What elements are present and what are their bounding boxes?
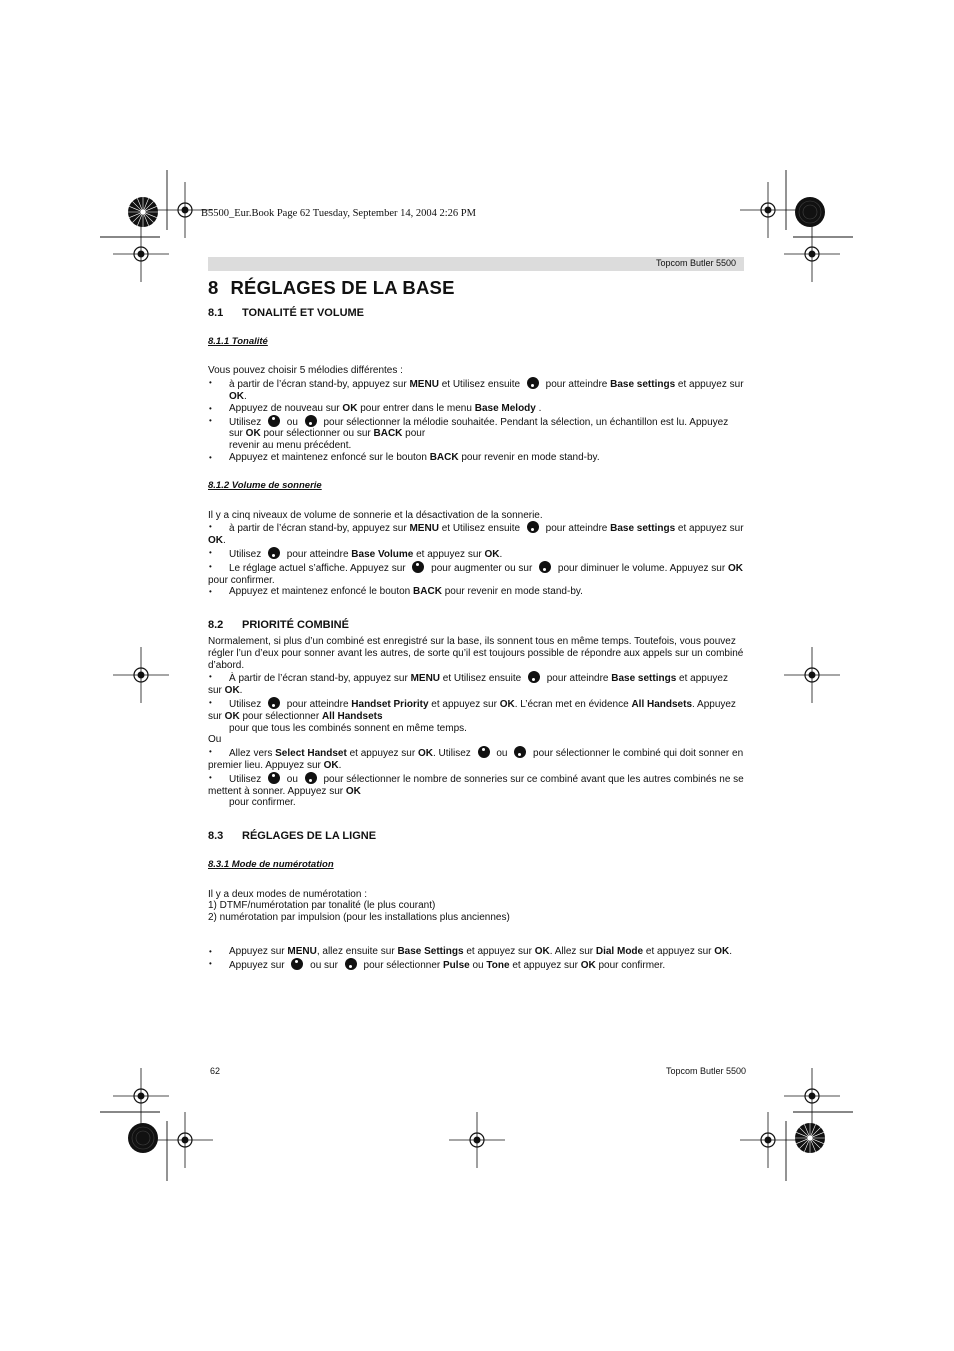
list-item: • Utilisez pour atteindre Base Volume et appuyez sur OK. xyxy=(208,547,744,561)
paragraph: Il y a deux modes de numérotation : xyxy=(208,888,367,900)
nav-up-icon xyxy=(268,415,280,427)
nav-down-icon xyxy=(514,746,526,758)
section-heading-8-1: 8.1 TONALITÉ ET VOLUME xyxy=(208,306,365,319)
chapter-heading: 8 RÉGLAGES DE LA BASE xyxy=(208,277,455,298)
list-item: • Utilisez pour atteindre Handset Priority et appuyez sur OK. L’écran met en évidence All Handsets. Appuyez sur OK pour sélectionner All Handsets xyxy=(208,697,744,723)
nav-down-icon xyxy=(268,697,280,709)
list-item: • Appuyez sur MENU, allez ensuite sur Base Settings et appuyez sur OK. Allez sur Dial Mode et appuyez sur OK. xyxy=(208,946,744,958)
subsection-heading-8-1-1: 8.1.1 Tonalité xyxy=(208,335,268,347)
nav-down-icon xyxy=(539,561,551,573)
nav-down-icon xyxy=(345,958,357,970)
nav-up-icon xyxy=(291,958,303,970)
list-item: • Appuyez et maintenez enfoncé sur le bouton BACK pour revenir en mode stand-by. xyxy=(208,452,744,464)
page-number: 62 xyxy=(210,1066,221,1076)
subsection-heading-8-1-2: 8.1.2 Volume de sonnerie xyxy=(208,479,322,491)
list-item: • Utilisez ou pour sélectionner la mélodie souhaitée. Pendant la sélection, un échantillon est lu. Appuyez sur OK pour sélectionner ou sur BACK pour revenir au menu précédent. xyxy=(208,415,744,452)
page-content xyxy=(208,278,744,972)
list-item: • À partir de l’écran stand-by, appuyez sur MENU et Utilisez ensuite pour atteindre Base settings et appuyez sur OK. xyxy=(208,671,744,697)
list-item: • Appuyez et maintenez enfoncé le bouton BACK pour revenir en mode stand-by. xyxy=(208,586,744,598)
nav-down-icon xyxy=(305,415,317,427)
list-item: • Appuyez de nouveau sur OK pour entrer dans le menu Base Melody . xyxy=(208,403,744,415)
footer-title: Topcom Butler 5500 xyxy=(665,1066,746,1076)
paragraph: Vous pouvez choisir 5 mélodies différentes : xyxy=(208,365,403,377)
section-heading-8-3: 8.3 RÉGLAGES DE LA LIGNE xyxy=(208,830,377,843)
paragraph: pour confirmer. xyxy=(229,797,296,809)
list-item: • à partir de l’écran stand-by, appuyez sur MENU et Utilisez ensuite pour atteindre Base settings et appuyez sur OK. xyxy=(208,377,744,403)
paragraph: pour que tous les combinés sonnent en même temps. xyxy=(229,722,467,734)
list-item: • Allez vers Select Handset et appuyez sur OK. Utilisez ou pour sélectionner le combiné qui doit sonner en premier lieu. Appuyez sur OK. xyxy=(208,746,744,772)
paragraph: Normalement, si plus d’un combiné est enregistré sur la base, ils sonnent tous en même temps. Toutefois, vous pouvez régler l’un d’eux pour sonner avant les autres, de sorte qu’il est toujours possible de répondre aux appels sur un combiné d’abord. xyxy=(208,635,744,671)
list-item: • Appuyez sur ou sur pour sélectionner Pulse ou Tone et appuyez sur OK pour confirmer. xyxy=(208,958,744,972)
nav-down-icon xyxy=(527,521,539,533)
nav-up-icon xyxy=(412,561,424,573)
section-heading-8-2: 8.2 PRIORITÉ COMBINÉ xyxy=(208,619,349,632)
list-item: • Utilisez ou pour sélectionner le nombre de sonneries sur ce combiné avant que les autres combinés ne se mettent à sonner. Appuyez sur OK xyxy=(208,772,744,798)
running-header xyxy=(208,257,744,271)
nav-down-icon xyxy=(268,547,280,559)
paragraph: 1) DTMF/numérotation par tonalité (le plus courant) xyxy=(208,900,436,912)
nav-down-icon xyxy=(527,377,539,389)
nav-down-icon xyxy=(528,671,540,683)
subsection-heading-8-3-1: 8.3.1 Mode de numérotation xyxy=(208,858,334,870)
nav-up-icon xyxy=(268,772,280,784)
nav-up-icon xyxy=(478,746,490,758)
nav-down-icon xyxy=(305,772,317,784)
list-item: • Le réglage actuel s’affiche. Appuyez sur pour augmenter ou sur pour diminuer le volume. Appuyez sur OK pour confirmer. xyxy=(208,561,744,587)
list-item: • à partir de l’écran stand-by, appuyez sur MENU et Utilisez ensuite pour atteindre Base settings et appuyez sur OK. xyxy=(208,521,744,547)
paragraph: Ou xyxy=(208,734,222,746)
paragraph: 2) numérotation par impulsion (pour les installations plus anciennes) xyxy=(208,912,510,924)
paragraph: Il y a cinq niveaux de volume de sonnerie et la désactivation de la sonnerie. xyxy=(208,509,543,521)
header-title: Topcom Butler 5500 xyxy=(655,258,736,268)
print-slug: B5500_Eur.Book Page 62 Tuesday, September 14, 2004 2:26 PM xyxy=(201,208,476,219)
